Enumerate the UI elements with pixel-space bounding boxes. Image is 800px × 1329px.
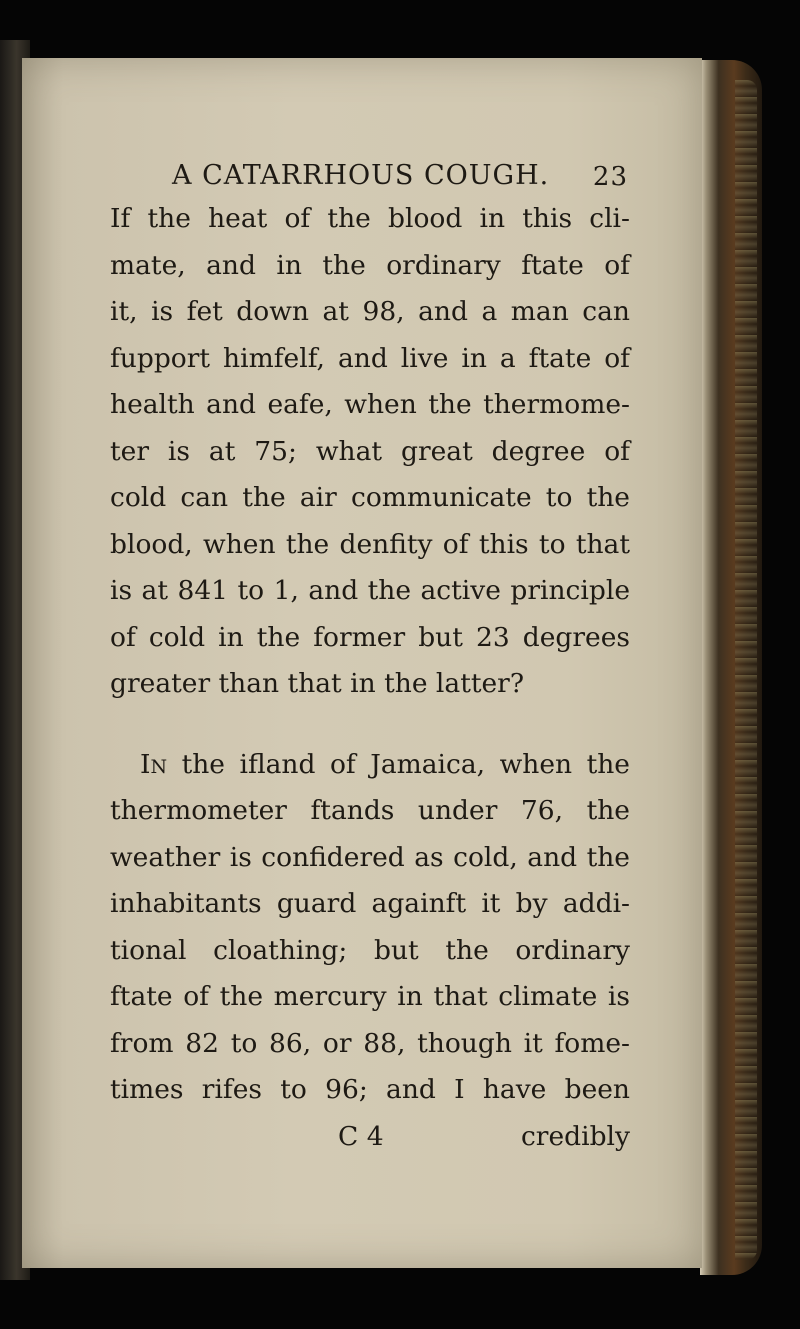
text-line: tional cloathing; but the ordinary <box>110 934 630 966</box>
text-line: ftate of the mercury in that climate is <box>110 981 630 1012</box>
text-line <box>110 742 630 789</box>
drop-word: In <box>140 748 168 780</box>
running-title: A CATARRHOUS COUGH. <box>172 160 550 191</box>
text-line: fupport himfelf, and live in a ftate of <box>110 342 630 374</box>
page-footer <box>110 1114 630 1160</box>
text-line: greater than that in the latter? <box>110 668 525 699</box>
text-line-rest: the ifland of Jamaica, when the <box>167 748 630 780</box>
text-line: thermometer ftands under 76, the <box>110 795 630 826</box>
paragraph-2 <box>110 742 630 1114</box>
text-line: mate, and in the ordinary ftate of <box>110 249 630 281</box>
text-line: weather is confidered as cold, and the <box>110 841 630 873</box>
signature-mark: C 4 <box>338 1120 384 1152</box>
paragraph-1 <box>110 196 630 708</box>
catchword: credibly <box>520 1120 630 1152</box>
text-line: from 82 to 86, or 88, though it fome- <box>110 1027 630 1059</box>
cover-texture <box>735 80 757 1260</box>
text-line: health and eafe, when the thermome- <box>110 389 630 420</box>
text-line: of cold in the former but 23 degrees <box>110 621 630 653</box>
page-number: 23 <box>592 162 628 192</box>
text-line: blood, when the denfity of this to that <box>110 528 630 560</box>
text-line: ter is at 75; what great degree of <box>110 435 630 467</box>
text-line: inhabitants guard againft it by addi- <box>110 888 630 919</box>
text-line: times rifes to 96; and I have been <box>110 1074 630 1105</box>
text-line: is at 841 to 1, and the active principle <box>110 575 630 606</box>
text-line: it, is fet down at 98, and a man can <box>110 296 630 327</box>
running-head <box>110 150 630 196</box>
text-line: cold can the air communicate to the <box>110 482 630 513</box>
page-text <box>110 150 630 1160</box>
text-line: If the heat of the blood in this cli- <box>110 203 630 234</box>
